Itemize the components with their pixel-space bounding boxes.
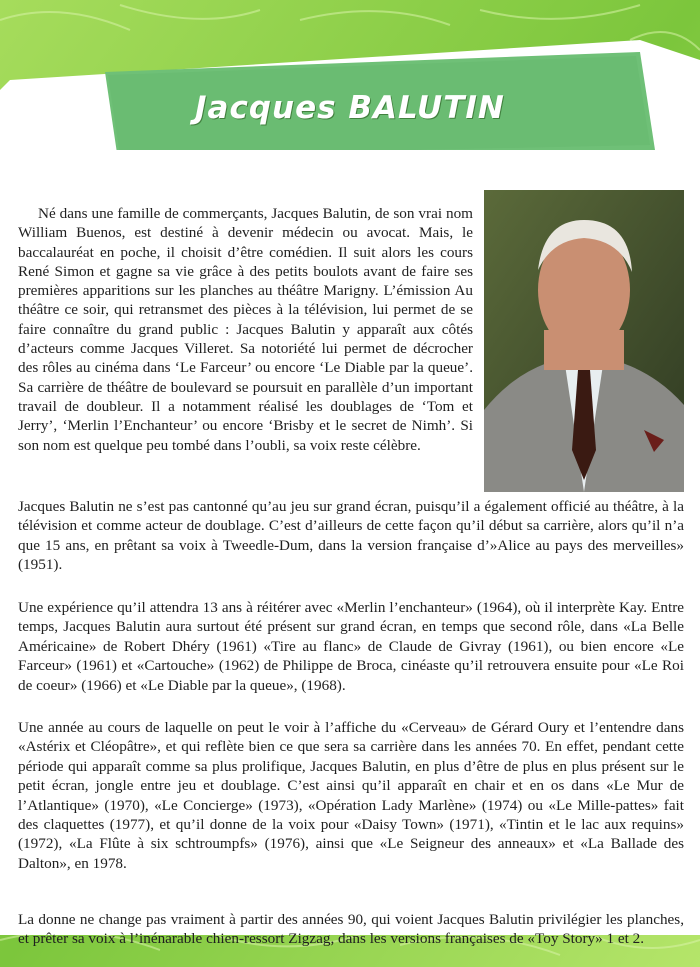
- page-title: Jacques BALUTIN: [195, 90, 505, 126]
- paragraph-cinema: Une expérience qu’il attendra 13 ans à réitérer avec «Merlin l’enchanteur» (1964), où il interprète Kay. Entre temps, Jacques Balutin aura surtout été présent sur grand écran, en temps que second rôle, dans «La Belle Américaine» de Robert Dhéry (1961) «Tire au flanc» de Claude de Givray (1961), ou bien encore «Le Farceur» (1961) et «Cartouche» (1962) de Philippe de Broca, cinéaste qu’il retrouvera ensuite pour «Le Roi de coeur» (1966) et «Le Diable par la queue», (1968).: [18, 599, 684, 694]
- paragraph-seventies: Une année au cours de laquelle on peut le voir à l’affiche du «Cerveau» de Gérard Oury et l’entendre dans «Astérix et Cléopâtre», et qui reflète bien ce que sera sa carrière dans les années 70. En effet, pendant cette période qui apparaît comme sa plus prolifique, Jacques Balutin, en plus d’être de plus en plus présent sur le petit écran, jongle entre jeu et doublage. C’est ainsi qu’il apparaît en chair et en os dans «Le Mur de l’Atlantique» (1970), «Le Concierge» (1973), «Opération Lady Marlène» (1974) ou «Le Mille-pattes» fait des claquettes (1977), et qu’il donne de la voix pour «Daisy Town» (1971), «Tintin et le lac aux requins» (1972), «La Flûte à six schtroumpfs» (1976), ainsi que «Le Seigneur des anneaux» et «La Ballade des Dalton», en 1978.: [18, 719, 684, 872]
- paragraph-nineties: La donne ne change pas vraiment à partir des années 90, qui voient Jacques Balutin privilégier les planches, et prêter sa voix à l’inénarable chien-ressort Zigzag, dans les versions françaises de «Toy Story» 1 et 2.: [18, 911, 684, 948]
- portrait-photo: [484, 190, 684, 492]
- paragraph-intro: Né dans une famille de commerçants, Jacques Balutin, de son vrai nom William Buenos, est destiné à devenir médecin ou avocat. Mais, le baccalauréat en poche, il choisit d’être comédien. Il suit alors les cours René Simon et gagne sa vie grâce à des petits boulots avant de faire ses premières apparitions sur les planches au théâtre Marigny. L’émission Au théâtre ce soir, qui retransmet des pièces à la télévision, lui permet de se faire connaître du grand public : Jacques Balutin y apparaît aux côtés d’acteurs comme Jacques Villeret. Sa notoriété lui permet de décrocher des rôles au cinéma dans ‘Le Farceur’ ou encore ‘Le Diable par la queue’. Sa carrière de théâtre de boulevard se poursuit en parallèle d’un important travail de doubleur. Il a notamment réalisé les doublages de ‘Tom et Jerry’, ‘Merlin l’Enchanteur’ ou encore ‘Brisby et le secret de Nimh’. Si son nom est quelque peu tombé dans l’oubli, sa voix reste célèbre.: [18, 205, 473, 454]
- title-banner: [0, 0, 700, 150]
- paragraph-career: Jacques Balutin ne s’est pas cantonné qu’au jeu sur grand écran, puisqu’il a également officié au théâtre, à la télévision et comme acteur de doublage. C’est d’ailleurs de cette façon qu’il début sa carrière, alors qu’il n’a que 15 ans, en prêtant sa voix à Tweedle-Dum, dans la version française d’»Alice au pays des merveilles» (1951).: [18, 498, 684, 574]
